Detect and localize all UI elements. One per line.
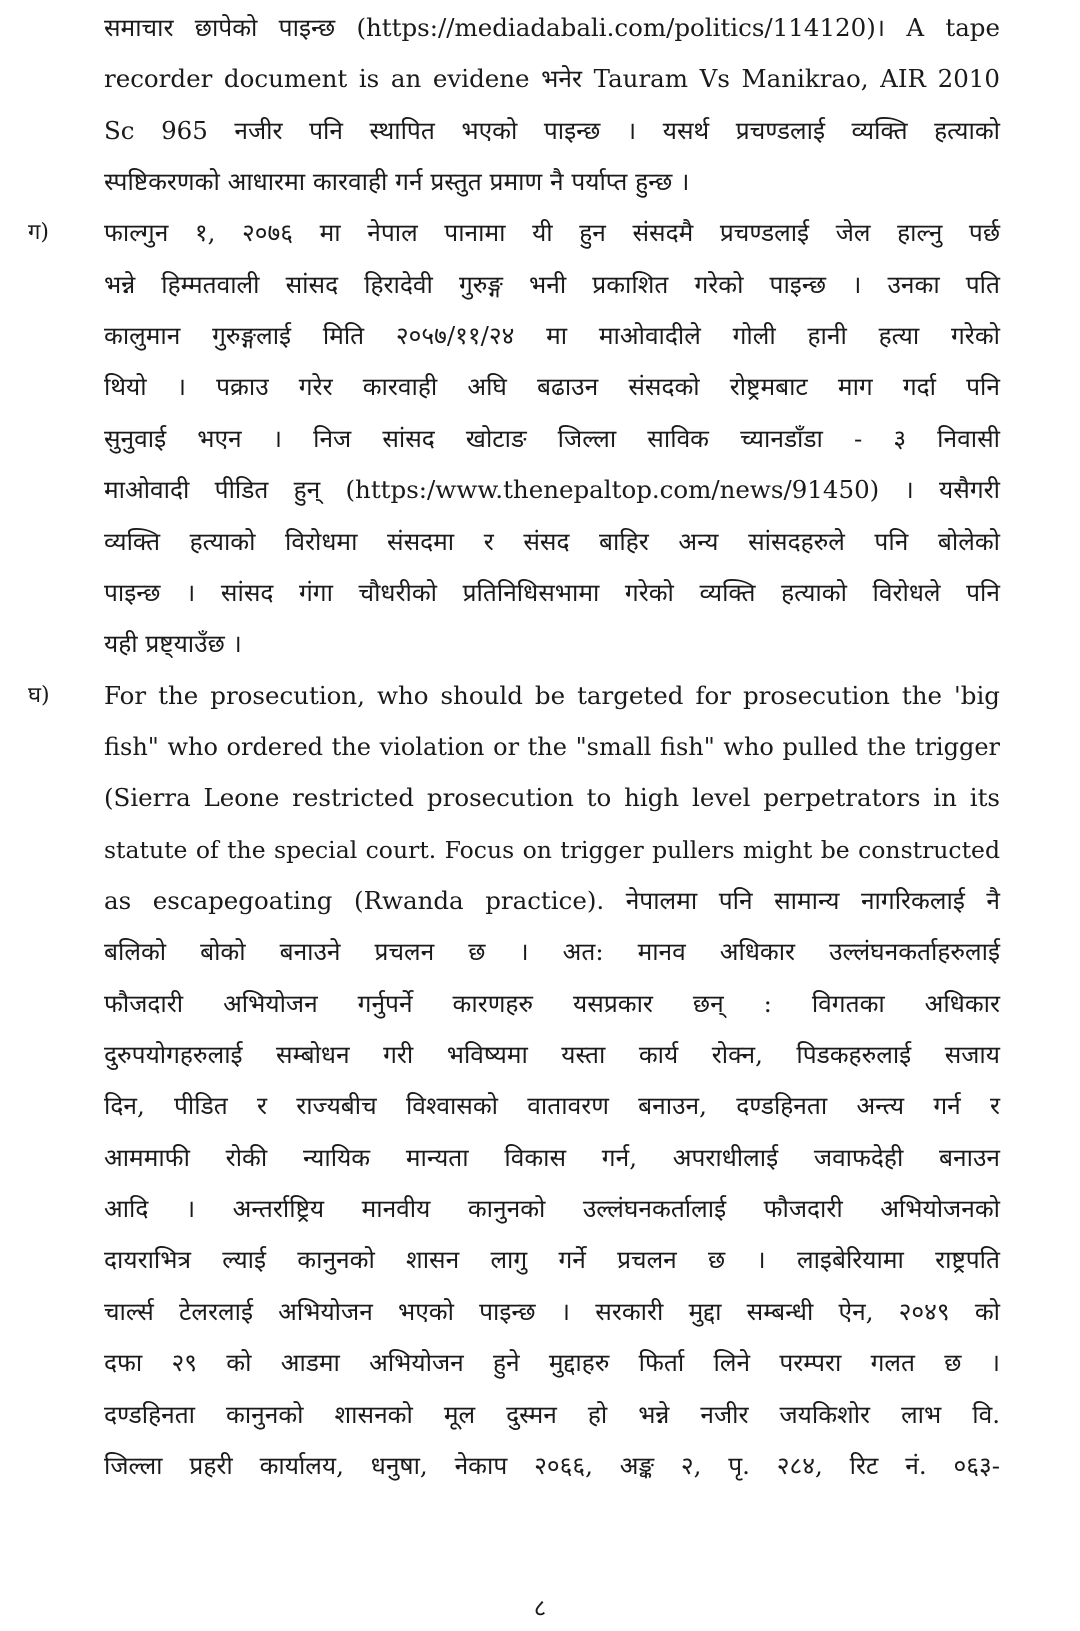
text-line: कालुमान गुरुङ्गलाई मिति २०५७/११/२४ मा माओवादीले गोली हानी हत्या गरेको [104,321,1000,351]
text-line: पाइन्छ । सांसद गंगा चौधरीको प्रतिनिधिसभामा गरेको व्यक्ति हत्याको विरोधले पनि [104,577,1000,607]
page-number: ८ [533,1594,547,1622]
text-line: फौजदारी अभियोजन गर्नुपर्ने कारणहरु यसप्रकार छन् : विगतका अधिकार [104,988,1000,1018]
text-line: बलिको बोको बनाउने प्रचलन छ । अत: मानव अधिकार उल्लंघनकर्ताहरुलाई [104,937,1000,967]
text-line: यही प्रष्ट्याउँछ । [104,629,242,659]
text-line: दुरुपयोगहरुलाई सम्बोधन गरी भविष्यमा यस्ता कार्य रोक्न, पिडकहरुलाई सजाय [104,1040,1000,1069]
text-line: Sc 965 नजीर पनि स्थापित भएको पाइन्छ । यसर्थ प्रचण्डलाई व्यक्ति हत्याको [104,115,1000,145]
text-line: माओवादी पीडित हुन् (https:/www.thenepaltop.com/news/91450) । यसैगरी [104,475,1000,505]
text-line: as escapegoating (Rwanda practice). नेपालमा पनि सामान्य नागरिकलाई नै [104,886,1000,915]
text-line: सुनुवाई भएन । निज सांसद खोटाङ जिल्ला साविक च्यानडाँडा - ३ निवासी [104,423,1000,453]
text-line: recorder document is an evidene भनेर Tauram Vs Manikrao, AIR 2010 [104,64,1000,94]
text-line: व्यक्ति हत्याको विरोधमा संसदमा र संसद बाहिर अन्य सांसदहरुले पनि बोलेको [104,526,1000,556]
section-marker: घ) [28,682,50,708]
text-line: स्पष्टिकरणको आधारमा कारवाही गर्न प्रस्तुत प्रमाण नै पर्याप्त हुन्छ । [104,167,690,197]
text-line: दायराभित्र ल्याई कानुनको शासन लागु गर्ने प्रचलन छ । लाइबेरियामा राष्ट्रपति [104,1245,1000,1275]
text-line: थियो । पक्राउ गरेर कारवाही अघि बढाउन संसदको रोष्ट्रमबाट माग गर्दा पनि [104,372,1000,402]
text-line: आममाफी रोकी न्यायिक मान्यता विकास गर्न, अपराधीलाई जवाफदेही बनाउन [104,1142,1000,1172]
text-line: दिन, पीडित र राज्यबीच विश्वासको वातावरण बनाउन, दण्डहिनता अन्त्य गर्न र [104,1091,1000,1121]
section-marker: ग) [28,220,49,246]
text-line: फाल्गुन १, २०७६ मा नेपाल पानामा यी हुन संसदमै प्रचण्डलाई जेल हाल्नु पर्छ [104,218,1000,248]
text-line: चार्ल्स टेलरलाई अभियोजन भएको पाइन्छ । सरकारी मुद्दा सम्बन्धी ऐन, २०४९ को [104,1296,1000,1326]
text-line: भन्ने हिम्मतवाली सांसद हिरादेवी गुरुङ्ग भनी प्रकाशित गरेको पाइन्छ । उनका पति [104,269,1000,299]
text-line: आदि । अन्तर्राष्ट्रिय मानवीय कानुनको उल्लंघनकर्तालाई फौजदारी अभियोजनको [104,1194,1000,1223]
text-line: समाचार छापेको पाइन्छ (https://mediadabali.com/politics/114120)। A tape [104,13,1000,42]
text-line: दफा २९ को आडमा अभियोजन हुने मुद्दाहरु फिर्ता लिने परम्परा गलत छ । [104,1348,1000,1378]
text-line: fish" who ordered the violation or the "small fish" who pulled the trigger [104,732,1000,761]
text-line: दण्डहिनता कानुनको शासनको मूल दुस्मन हो भन्ने नजीर जयकिशोर लाभ वि. [104,1399,1000,1429]
text-line: (Sierra Leone restricted prosecution to high level perpetrators in its [104,783,1000,813]
text-line: जिल्ला प्रहरी कार्यालय, धनुषा, नेकाप २०६६, अङ्क २, पृ. २८४, रिट नं. ०६३- [104,1450,1000,1480]
text-line: statute of the special court. Focus on trigger pullers might be constructed [104,835,1000,864]
text-line: For the prosecution, who should be targeted for prosecution the 'big [104,680,1000,710]
